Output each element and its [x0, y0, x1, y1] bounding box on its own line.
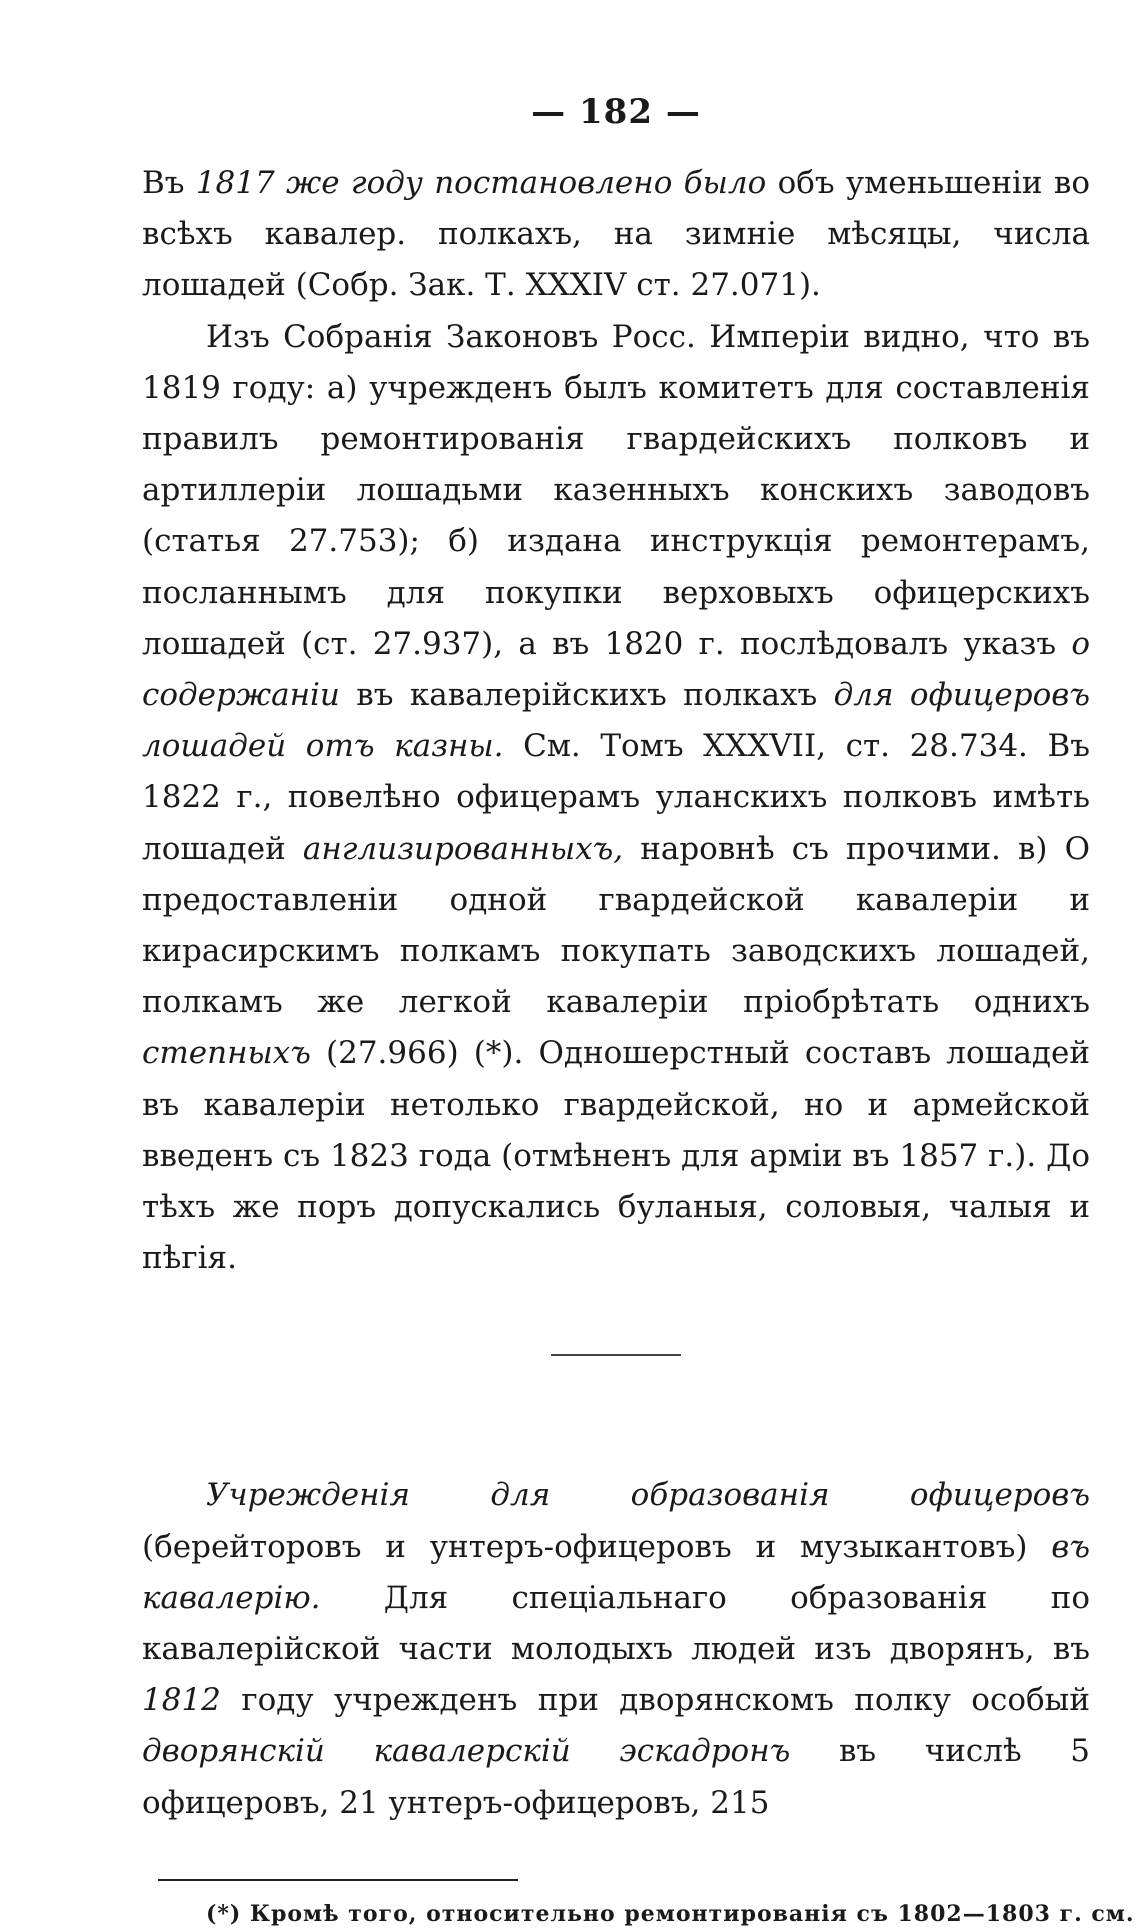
paragraph-3-text-a: (берейторовъ и унтеръ-офицеровъ и музыкантовъ) — [142, 1528, 1052, 1565]
paragraph-3 — [142, 1470, 1090, 1828]
paragraph-2-italic-b: для офицеровъ лошадей отъ казны. — [142, 677, 1090, 765]
paragraph-3-italic-b: въ кавалерію. — [142, 1528, 1090, 1616]
paragraph-2-text-d: наровнѣ съ прочими. в) О предоставленіи одной гвардейской кавалеріи и кирасирскимъ полкамъ покупать заводскихъ лошадей, полкамъ же легкой кавалеріи пріобрѣтать однихъ — [142, 830, 1090, 1021]
paragraph-2-text-a: Изъ Собранія Законовъ Росс. Имперіи видно, что въ 1819 году: а) учрежденъ былъ комитетъ для составленія правилъ ремонтированія гвардейскихъ полковъ и артиллеріи лошадьми казенныхъ конскихъ заводовъ (статья 27.753); б) издана инструкція ремонтерамъ, посланнымъ для покупки верховыхъ офицерскихъ лошадей (ст. 27.937), а въ 1820 г. послѣдовалъ указъ — [142, 318, 1090, 662]
paragraph-3-text-b: Для спеціальнаго образованія по кавалерійской части молодыхъ людей изъ дворянъ, въ — [142, 1579, 1090, 1668]
paragraph-3-italic-a: Учрежденія для образованія офицеровъ — [206, 1477, 1090, 1514]
paragraph-3-text-d: въ числѣ 5 офицеровъ, 21 унтеръ-офицеровъ, 215 — [142, 1733, 1090, 1821]
paragraph-1-text-a: Въ — [142, 165, 196, 201]
paragraph-2-italic-a: о содержаніи — [142, 625, 1090, 714]
paragraph-2-text-b: въ кавалерійскихъ полкахъ — [339, 677, 834, 714]
paragraph-3-italic-c: 1812 — [142, 1682, 221, 1719]
paragraph-2-text-c: См. Томъ XXXVII, ст. 28.734. Въ 1822 г., повелѣно офицерамъ уланскихъ полковъ имѣть лошадей — [142, 728, 1090, 867]
paragraph-3-italic-d: дворянскій кавалерскій эскадронъ — [142, 1733, 791, 1770]
paragraph-1-italic-a: 1817 же году постановлено было — [195, 165, 767, 201]
paragraph-2-italic-c: англизированныхъ, — [302, 830, 624, 867]
paragraph-3-text-c: году учрежденъ при дворянскомъ полку особый — [220, 1682, 1090, 1719]
paragraph-2 — [142, 312, 1090, 1285]
paragraph-2-italic-d: степныхъ — [142, 1035, 311, 1072]
footnote-rule — [158, 1879, 518, 1881]
page-number: — 182 — — [531, 92, 701, 132]
book-page — [142, 92, 1135, 1929]
paragraph-1 — [142, 158, 1090, 312]
section-divider — [551, 1354, 681, 1356]
paragraph-1-text-b: объ уменьшеніи во всѣхъ кавалер. полкахъ, на зимніе мѣсяцы, числа лошадей (Собр. Зак. Т. XXXIV ст. 27.071). — [142, 165, 1090, 304]
paragraph-2-text-e: (27.966) (*). Одношерстный составъ лошадей въ кавалеріи нетолько гвардейской, но и армейской введенъ съ 1823 года (отмѣненъ для арміи въ 1857 г.). До тѣхъ же поръ допускались буланыя, соловыя, чалыя и пѣгія. — [142, 1035, 1090, 1277]
footnote: (*) Кромѣ того, относительно ремонтированія съ 1802—1803 г. см. — [206, 1900, 1135, 1927]
